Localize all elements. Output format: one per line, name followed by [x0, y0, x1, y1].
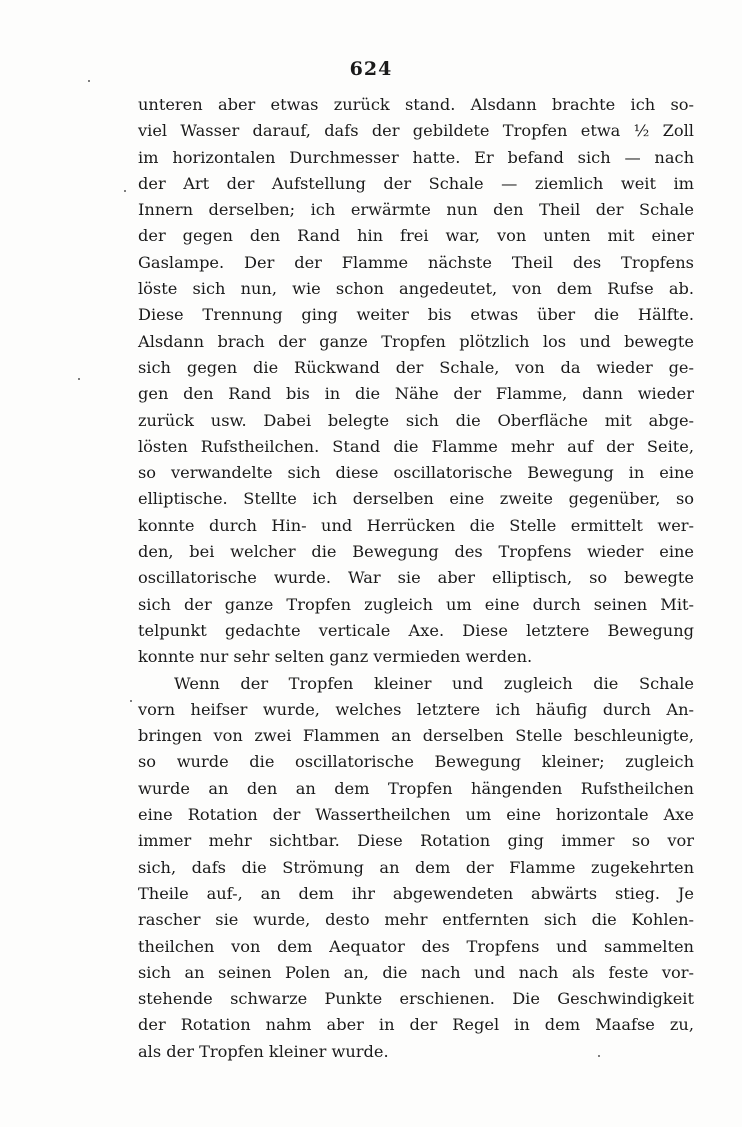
text-line: bringen von zwei Flammen an derselben Stelle beschleunigte, [138, 726, 694, 746]
scan-speck [130, 700, 132, 702]
text-line: gen den Rand bis in die Nähe der Flamme, dann wieder [138, 384, 694, 404]
scan-speck [124, 190, 126, 192]
text-line: lösten Rufstheilchen. Stand die Flamme mehr auf der Seite, [138, 436, 694, 456]
text-line: Wenn der Tropfen kleiner und zugleich die Schale [174, 673, 694, 693]
text-line: immer mehr sichtbar. Diese Rotation ging immer so vor [138, 831, 694, 851]
text-line: sich der ganze Tropfen zugleich um eine durch seinen Mit- [138, 594, 694, 614]
text-line: stehende schwarze Punkte erschienen. Die Geschwindigkeit [138, 989, 694, 1009]
text-line: der Rotation nahm aber in der Regel in dem Maafse zu, [138, 1015, 694, 1035]
text-line: den, bei welcher die Bewegung des Tropfens wieder eine [138, 542, 694, 562]
text-line: so wurde die oscillatorische Bewegung kleiner; zugleich [138, 752, 694, 772]
scan-speck [78, 378, 80, 380]
text-line: sich gegen die Rückwand der Schale, von da wieder ge- [138, 357, 694, 377]
text-line: theilchen von dem Aequator des Tropfens und sammelten [138, 936, 694, 956]
text-line: der Art der Aufstellung der Schale — ziemlich weit im [138, 173, 694, 193]
text-line: im horizontalen Durchmesser hatte. Er befand sich — nach [138, 147, 694, 167]
text-line: elliptische. Stellte ich derselben eine zweite gegenüber, so [138, 489, 694, 509]
text-line: sich, dafs die Strömung an dem der Flamme zugekehrten [138, 857, 694, 877]
page-number: 624 [349, 58, 393, 80]
text-line: löste sich nun, wie schon angedeutet, von dem Rufse ab. [138, 279, 694, 299]
text-line: konnte durch Hin- und Herrücken die Stelle ermittelt wer- [138, 515, 694, 535]
paragraph [138, 671, 694, 1065]
text-line: Gaslampe. Der der Flamme nächste Theil des Tropfens [138, 252, 694, 272]
text-line: eine Rotation der Wassertheilchen um eine horizontale Axe [138, 805, 694, 825]
text-line: Innern derselben; ich erwärmte nun den Theil der Schale [138, 200, 694, 220]
text-line: Diese Trennung ging weiter bis etwas über die Hälfte. [138, 305, 694, 325]
text-line: Theile auf-, an dem ihr abgewendeten abwärts stieg. Je [138, 883, 694, 903]
text-line: so verwandelte sich diese oscillatorische Bewegung in eine [138, 463, 694, 483]
text-line: der gegen den Rand hin frei war, von unten mit einer [138, 226, 694, 246]
text-line: viel Wasser darauf, dafs der gebildete Tropfen etwa ½ Zoll [138, 121, 694, 141]
text-line: oscillatorische wurde. War sie aber elliptisch, so bewegte [138, 568, 694, 588]
text-line: sich an seinen Polen an, die nach und nach als feste vor- [138, 962, 694, 982]
text-line: Alsdann brach der ganze Tropfen plötzlich los und bewegte [138, 331, 694, 351]
text-line: telpunkt gedachte verticale Axe. Diese letztere Bewegung [138, 620, 694, 640]
text-line: wurde an den an dem Tropfen hängenden Rufstheilchen [138, 778, 694, 798]
text-line: konnte nur sehr selten ganz vermieden werden. [138, 647, 533, 667]
text-line: rascher sie wurde, desto mehr entfernten sich die Kohlen- [138, 910, 694, 930]
scan-speck [88, 80, 90, 82]
text-line: als der Tropfen kleiner wurde. [138, 1041, 389, 1061]
scan-speck [598, 1055, 600, 1057]
text-line: vorn heifser wurde, welches letztere ich häufig durch An- [138, 699, 694, 719]
body-text [138, 92, 694, 1065]
text-line: zurück usw. Dabei belegte sich die Oberfläche mit abge- [138, 410, 694, 430]
paragraph [138, 92, 694, 671]
text-line: unteren aber etwas zurück stand. Alsdann brachte ich so- [138, 95, 694, 114]
